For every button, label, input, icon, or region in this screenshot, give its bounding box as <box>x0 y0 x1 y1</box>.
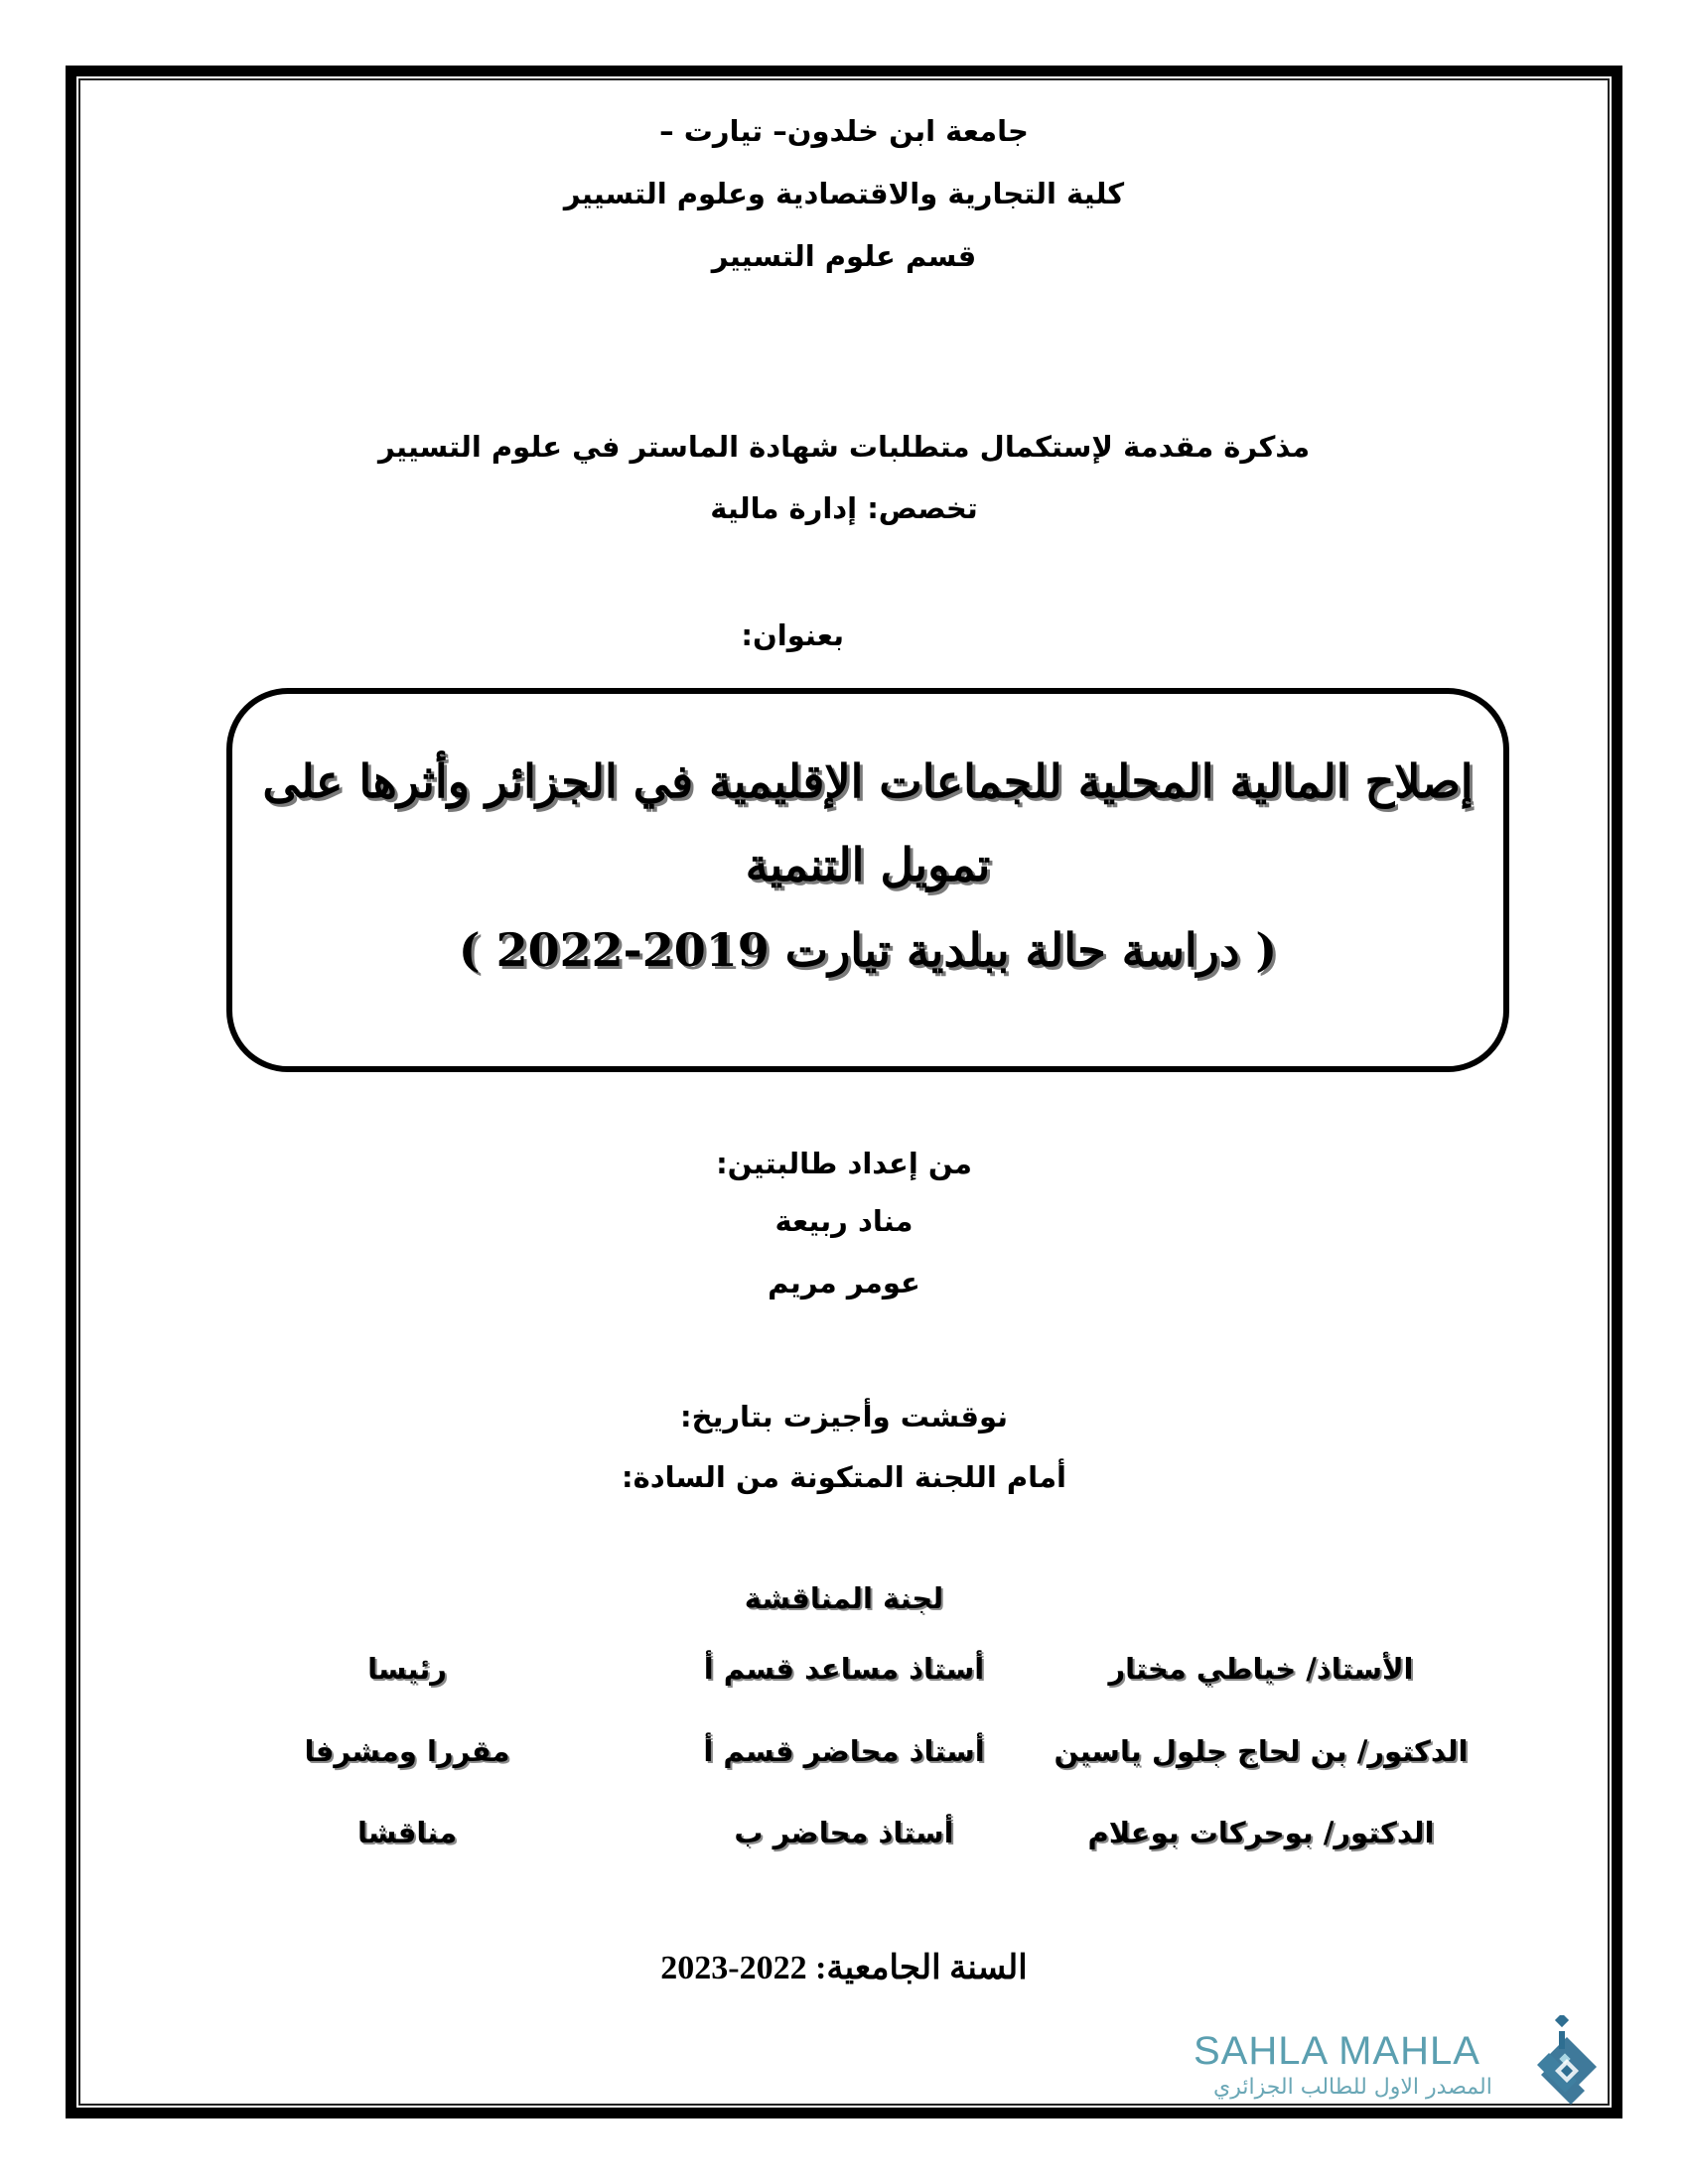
committee-member-row <box>0 1816 1688 1858</box>
watermark-brand: SAHLA MAHLA <box>1194 2029 1480 2073</box>
thesis-purpose: مذكرة مقدمة لإستكمال متطلبات شهادة الماستر في علوم التسيير <box>377 430 1311 464</box>
member-name: الدكتور/ بن لحاج جلول ياسين <box>1054 1734 1469 1768</box>
committee-member-row <box>0 1652 1688 1695</box>
member-role: رئيسا <box>367 1652 447 1686</box>
student-name-2: عومر مريم <box>768 1266 920 1299</box>
watermark-tagline: المصدر الاول للطالب الجزائري <box>1213 2075 1492 2100</box>
member-role: مناقشا <box>356 1816 458 1849</box>
thesis-specialty: تخصص: إدارة مالية <box>710 491 978 525</box>
member-name: الأستاذ/ خياطي مختار <box>1108 1652 1414 1686</box>
thesis-title-line-3: ( دراسة حالة ببلدية تيارت 2019-2022 ) <box>458 923 1278 977</box>
calligraphy-logo-icon <box>1527 2015 1607 2115</box>
page-border-inner <box>78 78 1610 2106</box>
member-rank: أستاذ محاضر ب <box>734 1816 954 1849</box>
member-rank: أستاذ محاضر قسم أ <box>703 1734 985 1768</box>
sahla-mahla-watermark <box>1190 2015 1607 2115</box>
committee-title: لجنة المناقشة <box>744 1581 944 1615</box>
member-role: مقررا ومشرفا <box>304 1734 510 1768</box>
students-label: من إعداد طالبتين: <box>716 1147 972 1180</box>
member-name: الدكتور/ بوحركات بوعلام <box>1087 1816 1435 1849</box>
university-name: جامعة ابن خلدون– تيارت – <box>659 114 1029 148</box>
faculty-name: كلية التجارية والاقتصادية وعلوم التسيير <box>563 177 1125 210</box>
student-name-1: مناد ربيعة <box>774 1204 914 1238</box>
committee-member-row <box>0 1734 1688 1777</box>
defense-date-label: نوقشت وأجيزت بتاريخ: <box>679 1400 1009 1433</box>
member-rank: أستاذ مساعد قسم أ <box>703 1652 985 1686</box>
thesis-title-line-2: تمويل التنمية <box>745 838 991 891</box>
department-name: قسم علوم التسيير <box>711 239 977 273</box>
committee-intro: أمام اللجنة المتكونة من السادة: <box>622 1460 1066 1494</box>
title-label: بعنوان: <box>741 618 844 652</box>
academic-year: السنة الجامعية: 2022-2023 <box>660 1950 1028 1986</box>
thesis-title-line-1: إصلاح المالية المحلية للجماعات الإقليمية في الجزائر وأثرها على <box>262 754 1474 808</box>
